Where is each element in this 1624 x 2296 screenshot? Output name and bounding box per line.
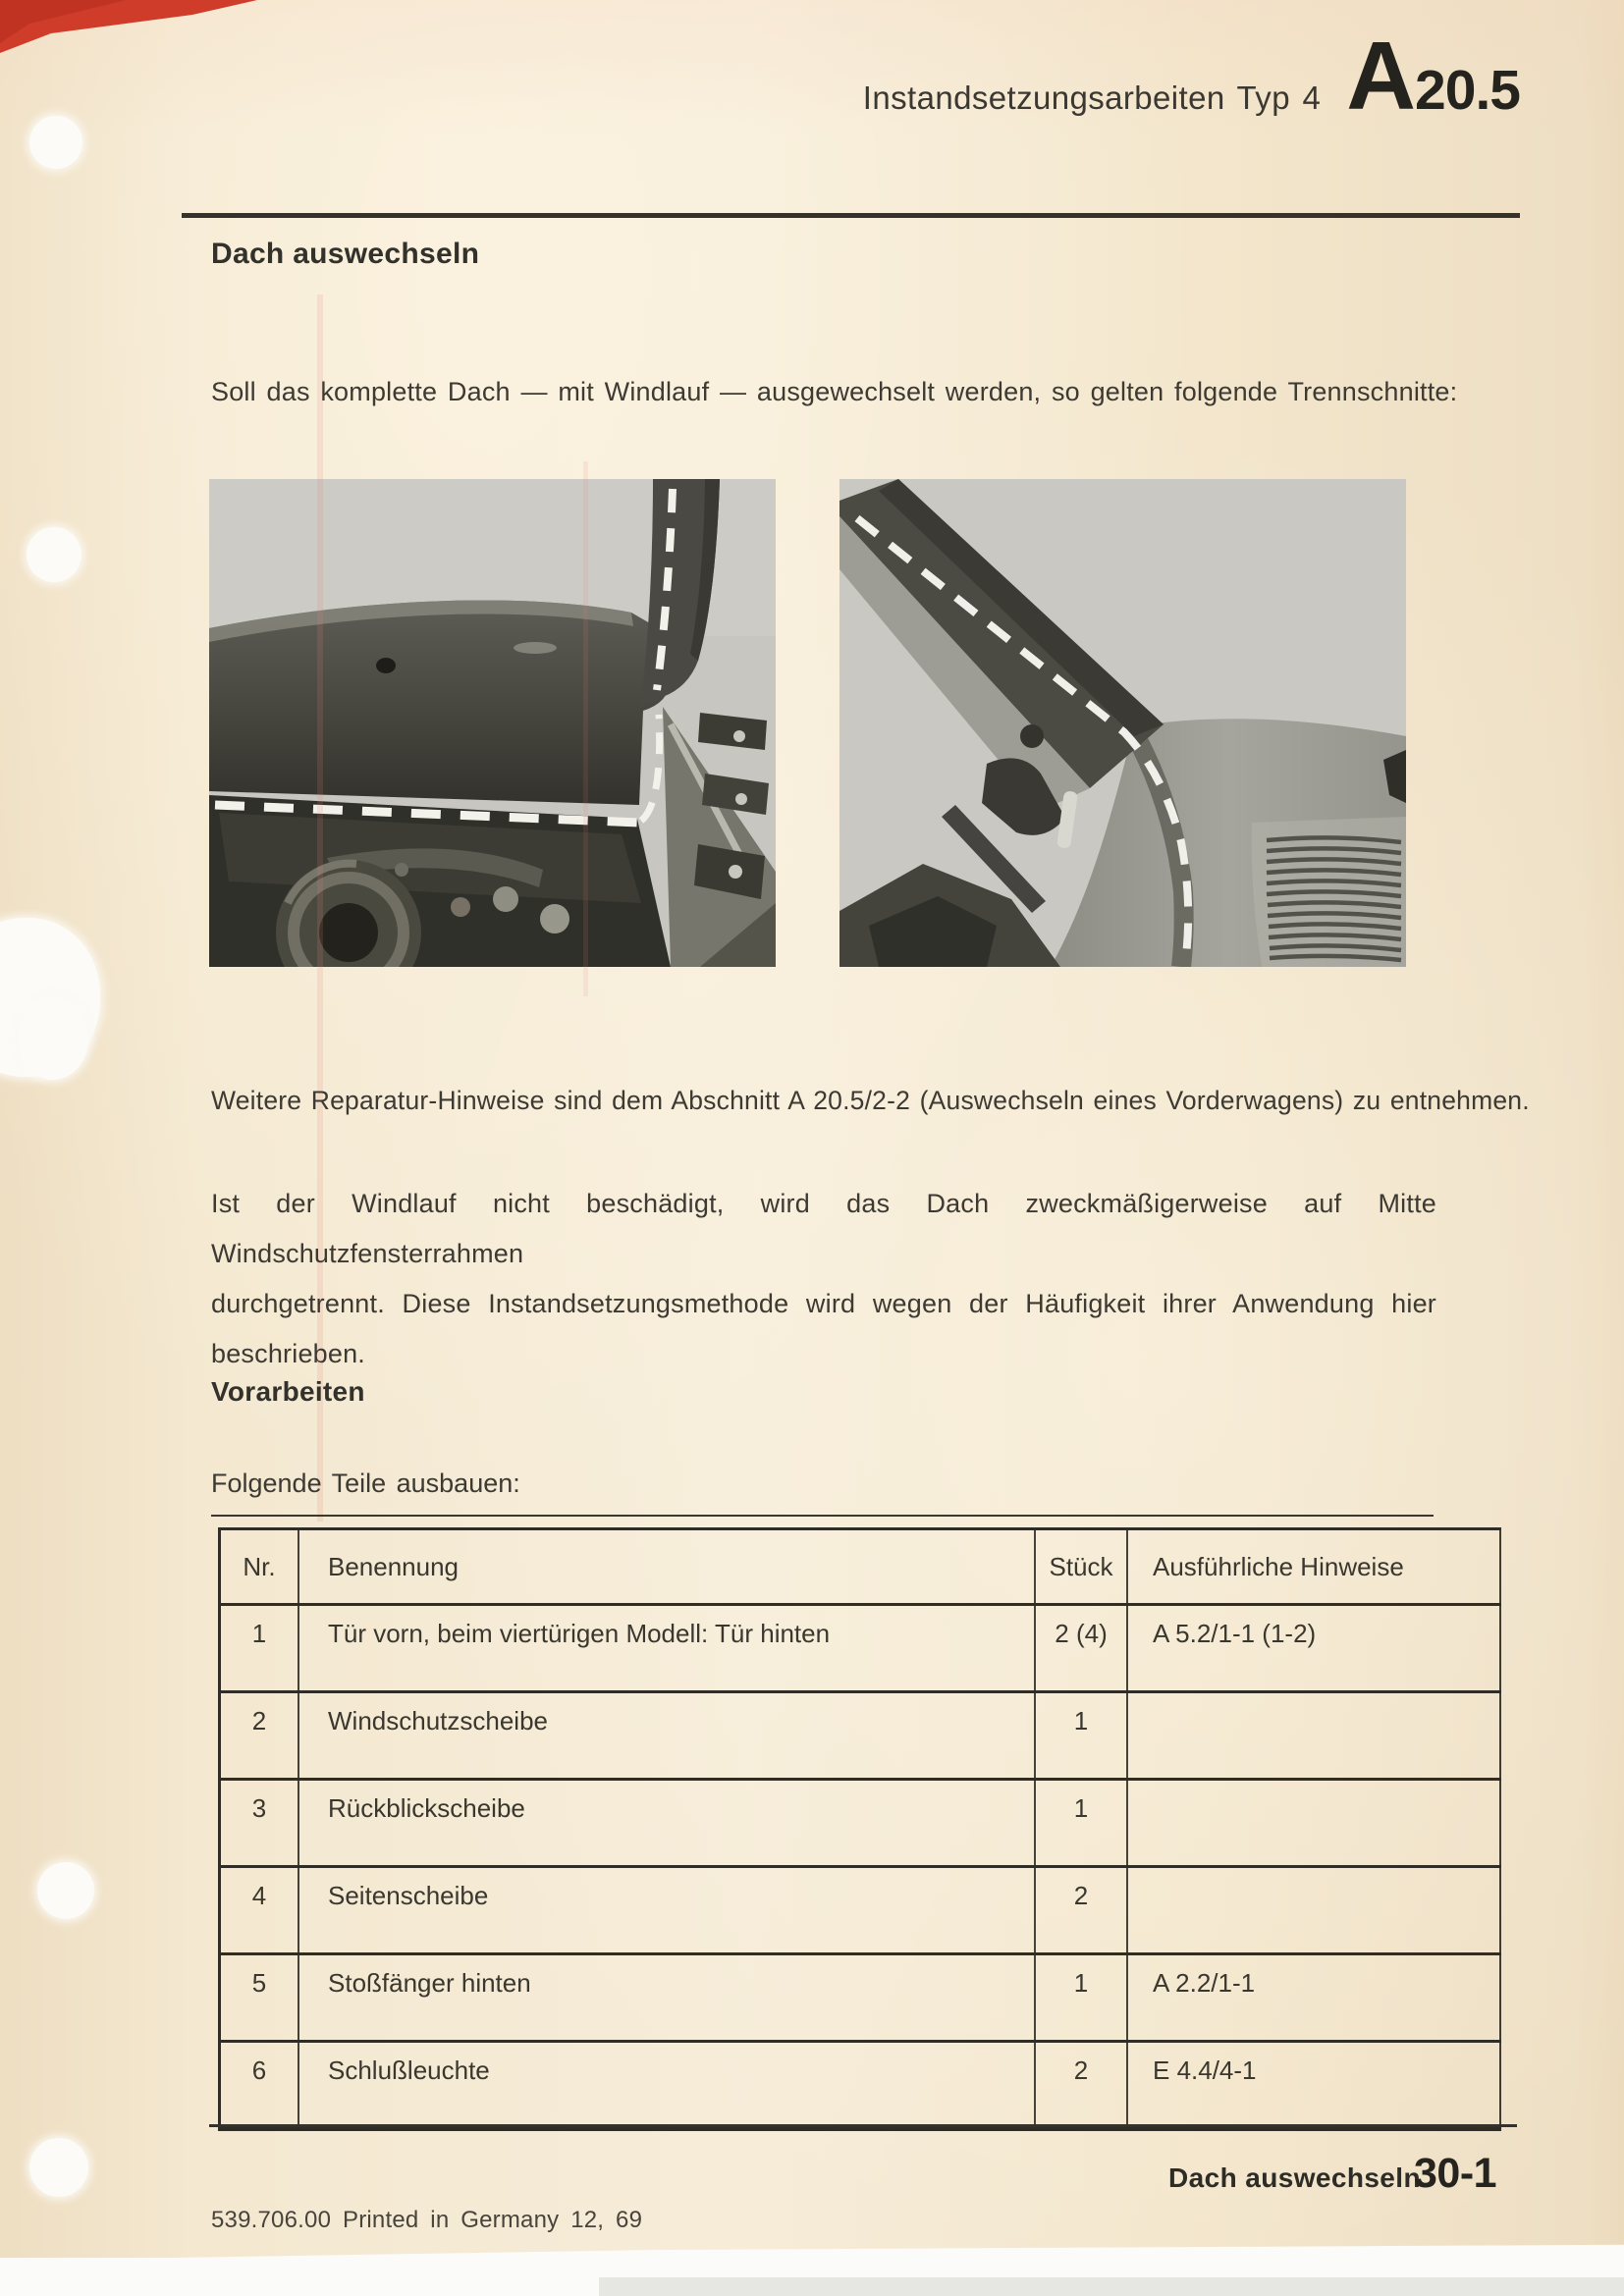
section-letter: A [1346, 22, 1414, 130]
table-row [220, 1867, 1501, 1954]
header-title: Instandsetzungsarbeiten Typ 4 [862, 80, 1322, 116]
cell-qty: 2 [1035, 2042, 1127, 2130]
cell-ref: E 4.4/4-1 [1127, 2042, 1500, 2130]
section-number: 20.5 [1415, 59, 1520, 122]
cell-qty: 1 [1035, 1780, 1127, 1867]
cell-ref: A 2.2/1-1 [1127, 1954, 1500, 2042]
cell-ref [1127, 1780, 1500, 1867]
table-row [220, 2042, 1501, 2130]
parts-table-grid [218, 1527, 1501, 2131]
cell-nr: 5 [251, 1968, 267, 1998]
intro-paragraph: Soll das komplette Dach — mit Windlauf — ausgewechselt werden, so gelten folgende Trennschnitte: [211, 377, 1458, 406]
cell-nr: 6 [251, 2056, 267, 2085]
red-corner-mark [0, 0, 275, 69]
punch-hole [29, 2138, 88, 2197]
col-header-name: Benennung [298, 1529, 1035, 1605]
cell-qty: 1 [1035, 1692, 1127, 1780]
list-intro: Folgende Teile ausbauen: [211, 1468, 520, 1498]
photo-roof-cut-rear-quarter [209, 479, 776, 967]
scanner-background [599, 2277, 1624, 2296]
footer-section-label: Dach auswechseln [1168, 2163, 1421, 2193]
cell-qty: 1 [1035, 1954, 1127, 2042]
section-code [1346, 22, 1520, 130]
col-header-nr: Nr. [243, 1551, 276, 1581]
footer-page-number: 30-1 [1414, 2150, 1497, 2197]
cell-name: Windschutzscheibe [298, 1692, 1035, 1780]
print-imprint: 539.706.00 Printed in Germany 12, 69 [211, 2207, 643, 2233]
footer-rule [209, 2124, 1517, 2127]
table-row [220, 1954, 1501, 2042]
note-method-line1: Ist der Windlauf nicht beschädigt, wird das Dach zweckmäßigerweise auf Mitte Windschutzfensterrahmen [211, 1189, 1436, 1268]
cell-qty: 2 (4) [1035, 1605, 1127, 1692]
punch-hole [37, 1862, 94, 1919]
cell-name: Stoßfänger hinten [298, 1954, 1035, 2042]
cell-nr: 2 [251, 1706, 267, 1735]
cell-qty: 2 [1035, 1867, 1127, 1954]
note-method [211, 1179, 1436, 1379]
cell-name: Seitenscheibe [298, 1867, 1035, 1954]
parts-table [218, 1527, 1433, 2131]
table-row [220, 1605, 1501, 1692]
photo-roof-cut-front-pillar [839, 479, 1406, 967]
section-subheading: Vorarbeiten [211, 1376, 365, 1407]
cell-nr: 4 [251, 1881, 267, 1910]
header-rule [182, 213, 1520, 218]
cell-ref [1127, 1867, 1500, 1954]
cell-ref [1127, 1692, 1500, 1780]
table-header-row [220, 1529, 1501, 1605]
torn-edge-patch [18, 997, 88, 1080]
cell-ref: A 5.2/1-1 (1-2) [1127, 1605, 1500, 1692]
page-header [862, 22, 1520, 130]
cell-name: Rückblickscheibe [298, 1780, 1035, 1867]
note-reference: Weitere Reparatur-Hinweise sind dem Abschnitt A 20.5/2-2 (Auswechseln eines Vorderwagens) zu entnehmen. [211, 1086, 1530, 1115]
table-row [220, 1692, 1501, 1780]
table-top-thin-rule [211, 1515, 1434, 1517]
cell-nr: 3 [251, 1793, 267, 1823]
punch-hole [27, 527, 81, 582]
cell-name: Tür vorn, beim viertürigen Modell: Tür hinten [298, 1605, 1035, 1692]
table-row [220, 1780, 1501, 1867]
note-method-line2: durchgetrennt. Diese Instandsetzungsmethode wird wegen der Häufigkeit ihrer Anwendung hier beschrieben. [211, 1289, 1436, 1368]
punch-hole [29, 116, 82, 169]
col-header-qty: Stück [1035, 1529, 1127, 1605]
col-header-ref: Ausführliche Hinweise [1127, 1529, 1500, 1605]
cell-nr: 1 [251, 1619, 267, 1648]
cell-name: Schlußleuchte [298, 2042, 1035, 2130]
page-title: Dach auswechseln [211, 238, 480, 270]
